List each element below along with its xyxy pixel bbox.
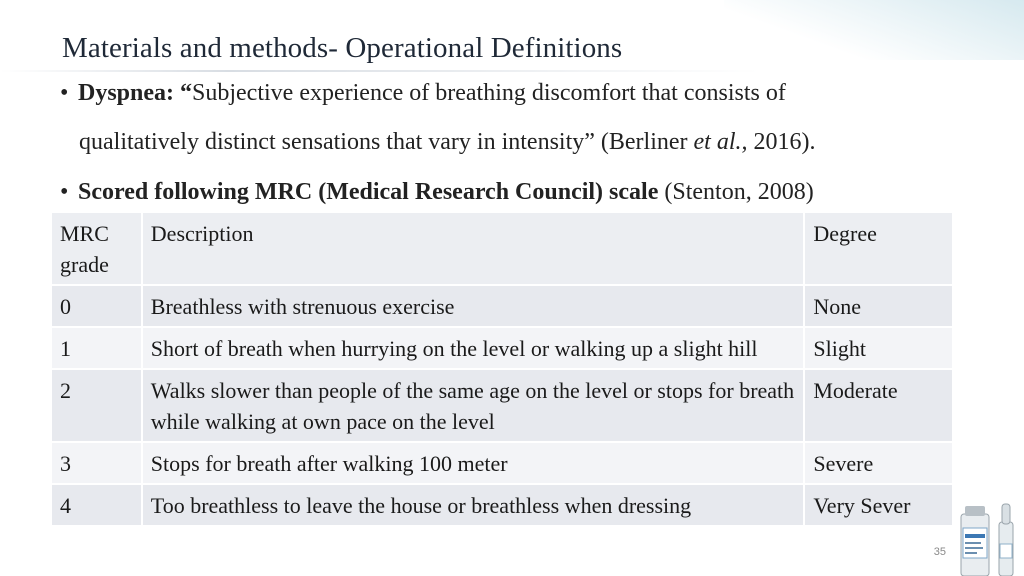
cell-grade: 4: [52, 484, 142, 526]
table-row: [52, 484, 953, 526]
header-description: Description: [142, 213, 805, 285]
cell-description: Breathless with strenuous exercise: [142, 285, 805, 327]
bullet-marker: •: [60, 80, 69, 106]
dyspnea-label: Dyspnea:: [78, 80, 175, 106]
bullet-dyspnea-continuation: [79, 129, 816, 156]
table-row: [52, 442, 953, 484]
table-row: [52, 285, 953, 327]
cell-description: Too breathless to leave the house or breathless when dressing: [142, 484, 805, 526]
scored-citation: (Stenton, 2008): [658, 179, 814, 205]
cell-description: Short of breath when hurrying on the level or walking up a slight hill: [142, 327, 805, 369]
citation-etal: et al.,: [693, 129, 748, 155]
cell-degree: Very Sever: [804, 484, 953, 526]
header-degree: Degree: [804, 213, 953, 285]
quote-open: “: [174, 80, 193, 106]
bullet-mrc-scale: [60, 179, 814, 206]
table-header-row: [52, 213, 953, 285]
table-row: [52, 327, 953, 369]
medicine-vial-icon: [955, 500, 1023, 576]
cell-degree: None: [804, 285, 953, 327]
cell-grade: 3: [52, 442, 142, 484]
cell-degree: Severe: [804, 442, 953, 484]
dyspnea-definition-line1: Subjective experience of breathing discomfort that consists of: [192, 80, 786, 106]
title-underline: [0, 70, 760, 72]
cell-grade: 1: [52, 327, 142, 369]
bullet-marker: •: [60, 179, 69, 205]
cell-description: Walks slower than people of the same age on the level or stops for breath while walking at own pace on the level: [142, 369, 805, 442]
dyspnea-definition-line2: qualitatively distinct sensations that vary in intensity” (Berliner: [79, 129, 694, 155]
cell-description: Stops for breath after walking 100 meter: [142, 442, 805, 484]
bullet-dyspnea: [60, 80, 786, 107]
mrc-scale-table: [52, 213, 954, 527]
scored-label: Scored following MRC (Medical Research Council) scale: [78, 179, 659, 205]
slide-title: Materials and methods- Operational Definitions: [62, 32, 623, 64]
header-mrc-grade: MRC grade: [52, 213, 142, 285]
cell-grade: 2: [52, 369, 142, 442]
citation-year: 2016).: [747, 129, 816, 155]
corner-decoration: [724, 0, 1024, 60]
page-number: 35: [933, 546, 946, 558]
cell-grade: 0: [52, 285, 142, 327]
cell-degree: Slight: [804, 327, 953, 369]
table-row: [52, 369, 953, 442]
cell-degree: Moderate: [804, 369, 953, 442]
